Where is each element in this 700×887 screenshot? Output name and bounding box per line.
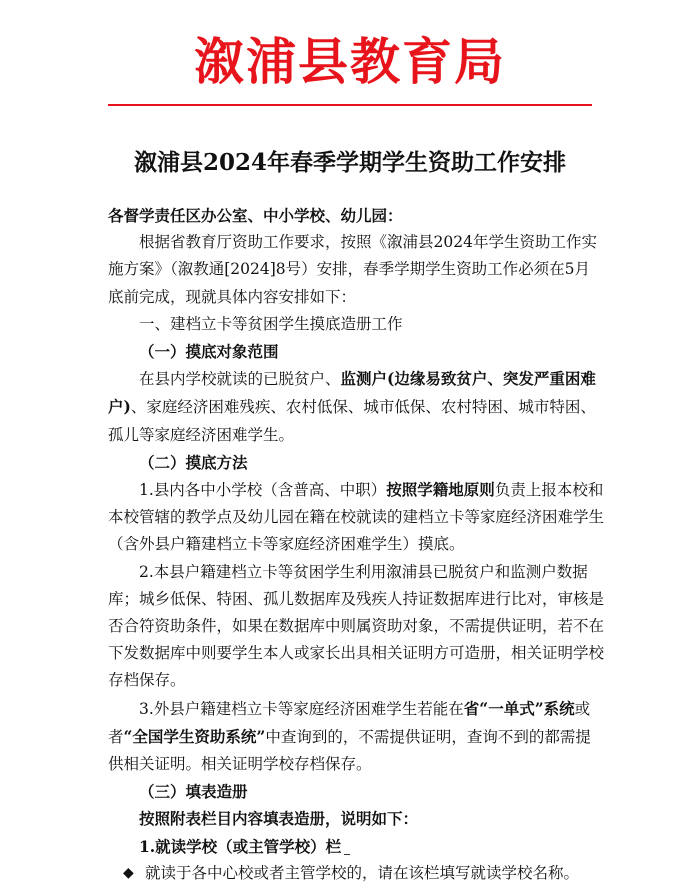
- page-number-mark: [344, 854, 350, 861]
- document-title: 溆浦县2024年春季学期学生资助工作安排: [133, 149, 566, 176]
- scope-text-2: 、家庭经济困难残疾、农村低保、城市低保、农村特困、城市特困、孤儿等家庭经济困难学生。: [108, 398, 596, 444]
- letterhead-title: 溆浦县教育局: [194, 33, 506, 91]
- method3-text-2: 或者: [108, 699, 591, 746]
- fill-instructions: 按照附表栏目内容填表造册，说明如下：: [139, 809, 419, 829]
- letterhead-divider: [108, 104, 592, 106]
- method3-text-1: 3.外县户籍建档立卡等家庭经济困难学生若能在: [139, 699, 464, 718]
- scope-text-bold: 监测户(边缘易致贫户、突发严重困难户): [108, 369, 596, 417]
- diamond-bullet-icon: ◆: [123, 864, 134, 881]
- subsection-heading-method: （二）摸底方法: [139, 452, 248, 472]
- method1-text-2: 负责上报本校和本校管辖的教学点及幼儿园在籍在校就读的建档立卡等家庭经济困难学生（含外县户籍建档立卡等家庭经济困难学生）摸底。: [108, 481, 605, 554]
- scope-text-1: 在县内学校就读的已脱贫户、: [139, 370, 341, 389]
- subsection-heading-fill: （三）填表造册: [139, 782, 248, 802]
- method-paragraph-3: [108, 695, 604, 779]
- method-paragraph-1: [108, 476, 604, 559]
- document-body: [108, 202, 604, 887]
- recipient-line: 各督学责任区办公室、中小学校、幼儿园：: [108, 206, 403, 225]
- bullet-item: [123, 860, 604, 887]
- section-heading-1: 一、建档立卡等贫困学生摸底造册工作: [139, 314, 403, 333]
- method3-text-bold-1: 省“一单式”系统: [463, 698, 575, 718]
- column-heading-school: 1.就读学校（或主管学校）栏: [139, 836, 342, 856]
- method1-text-bold: 按照学籍地原则: [386, 480, 495, 500]
- method-paragraph-2: 2.本县户籍建档立卡等贫困学生利用溆浦县已脱贫户和监测户数据库；城乡低保、特困、孤儿数据库及残疾人持证数据库进行比对，审核是否合符资助条件，如果在数据库中则属资助对象，不需提供证明，若不在下发数据库中则要学生本人或家长出具相关证明方可造册，相关证明学校存档保存。: [108, 562, 605, 690]
- scope-paragraph: [108, 365, 604, 449]
- method3-text-3: 中查询到的，不需提供证明，查询不到的都需提供相关证明。相关证明学校存档保存。: [108, 727, 591, 774]
- bullet-text: 就读于各中心校或者主管学校的，请在该栏填写就读学校名称。: [145, 863, 580, 882]
- subsection-heading-scope: （一）摸底对象范围: [139, 342, 279, 362]
- intro-paragraph: 根据省教育厅资助工作要求，按照《溆浦县2024年学生资助工作实施方案》（溆教通[2024]8号）安排，春季学期学生资助工作必须在5月底前完成，现就具体内容安排如下：: [108, 233, 597, 306]
- method1-text-1: 1.县内各中小学校（含普高、中职）: [139, 481, 387, 500]
- method3-text-bold-2: “全国学生资助系统”: [123, 726, 266, 746]
